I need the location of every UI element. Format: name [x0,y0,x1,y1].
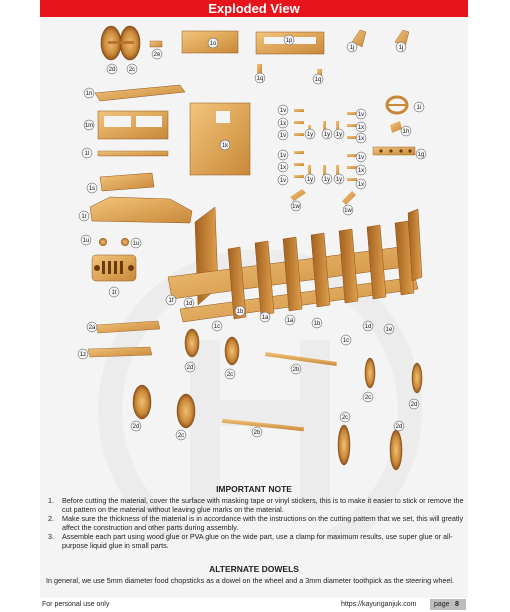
svg-text:2b: 2b [253,430,261,436]
part-1m-frame [98,111,168,139]
part-2c-wheel [338,425,350,465]
svg-text:1c: 1c [213,324,221,330]
svg-text:2d: 2d [186,365,194,371]
svg-text:2d: 2d [132,424,140,430]
svg-text:1a: 1a [286,318,294,324]
svg-text:1e: 1e [385,327,393,333]
svg-text:1x: 1x [279,165,287,171]
svg-text:1x: 1x [357,136,365,142]
svg-text:2c: 2c [341,415,349,421]
exploded-view-diagram [40,17,468,477]
part-2e [150,41,162,47]
note-item: 3. Assemble each part using wood glue or PVA glue on the wide part, use a clamp for maximum results, use super glue or all-purpose liquid glue in small parts. [48,532,453,550]
note-item: 2. Make sure the thickness of the material is in accordance with the instructions on the cutting pattern that we set, this will greatly affect the construction and other parts during assembly. [48,514,464,532]
part-1l-bar [98,151,168,156]
svg-text:1y: 1y [306,177,314,183]
part-2d-wheel [412,363,422,393]
part-2c-wheel [177,394,195,428]
page-number-badge [430,599,466,610]
svg-text:1q: 1q [256,76,264,82]
part-2a [96,321,160,333]
part-1k-panel [190,103,250,175]
page-number: 8 [455,601,459,608]
page-title: Exploded View [40,0,468,17]
svg-text:1p: 1p [285,38,293,44]
svg-text:1y: 1y [306,132,314,138]
svg-text:1d: 1d [185,301,193,307]
footer-license: For personal use only [42,601,110,608]
svg-text:1y: 1y [323,132,331,138]
svg-text:1t: 1t [111,290,117,296]
part-2c-wheel [225,337,239,365]
part-1i-steering-wheel [387,97,407,113]
alternate-dowels-text: In general, we use 5mm diameter food chopsticks as a dowel on the wheel and a 3mm diameter toothpick as the steering wheel. [46,576,454,585]
svg-text:1v: 1v [357,112,365,118]
svg-text:1r: 1r [81,214,87,220]
svg-text:1w: 1w [344,208,352,214]
part-1n-board [95,85,185,101]
part-1g-bar [373,147,415,155]
part-1t-grille [92,255,136,281]
svg-text:2d: 2d [395,424,403,430]
part-1u-light [99,238,107,246]
part-2b-axle [222,419,304,432]
svg-text:2c: 2c [364,395,372,401]
part-2c-wheel [365,358,375,388]
alternate-dowels-title: ALTERNATE DOWELS [209,564,299,574]
svg-text:1x: 1x [357,182,365,188]
footer-url-link[interactable]: https://kayunganjuk.com [341,601,417,608]
svg-text:1u: 1u [132,241,140,247]
note-item: 1. Before cutting the material, cover the surface with masking tape or vinyl stickers, this is to make it easier to stick or remove the cut pattern on the material without leaving glue marks on the material. [48,496,464,514]
svg-text:1b: 1b [313,321,321,327]
svg-text:2b: 2b [292,367,300,373]
part-2d-wheel [185,329,199,357]
part-1u-light [121,238,129,246]
svg-text:2c: 2c [177,433,185,439]
svg-text:1v: 1v [279,108,287,114]
svg-text:1k: 1k [221,143,229,149]
part-2d-wheel [133,385,151,419]
svg-text:1d: 1d [364,324,372,330]
svg-text:1n: 1n [85,91,93,97]
svg-text:1u: 1u [82,238,90,244]
svg-text:1y: 1y [335,132,343,138]
svg-text:2e: 2e [153,52,161,58]
svg-text:1x: 1x [279,121,287,127]
page-label: page [434,601,450,608]
part-2d-wheel [101,26,140,60]
svg-text:1m: 1m [84,123,94,129]
part-1r-hood [90,197,192,223]
important-note-list [48,496,466,550]
svg-text:2c: 2c [226,372,234,378]
svg-text:1y: 1y [335,177,343,183]
part-2b-axle [265,352,337,366]
svg-text:2c: 2c [128,67,136,73]
part-2d-wheel [390,430,402,470]
svg-text:1w: 1w [292,204,300,210]
svg-text:1v: 1v [279,178,287,184]
svg-text:1v: 1v [279,153,287,159]
svg-text:1l: 1l [84,151,90,157]
svg-text:1s: 1s [88,186,96,192]
part-1s [100,173,154,191]
svg-text:1f: 1f [168,298,174,304]
important-note-title: IMPORTANT NOTE [216,484,292,494]
svg-text:1h: 1h [402,129,410,135]
part-1z [88,347,152,357]
svg-text:1g: 1g [417,152,425,158]
svg-text:2a: 2a [88,325,96,331]
svg-text:1v: 1v [357,155,365,161]
svg-text:1y: 1y [323,177,331,183]
svg-text:1q: 1q [314,77,322,83]
svg-text:1i: 1i [416,105,422,111]
chassis-assembly [168,207,422,322]
small-parts-group [290,109,357,205]
svg-text:1o: 1o [209,41,217,47]
svg-text:1j: 1j [349,45,355,51]
svg-text:1j: 1j [398,45,404,51]
svg-text:1x: 1x [357,168,365,174]
svg-text:2d: 2d [108,67,116,73]
svg-text:1b: 1b [236,309,244,315]
svg-text:2d: 2d [410,402,418,408]
part-1h [390,121,402,133]
svg-text:1a: 1a [261,315,269,321]
part-1q-peg [257,64,262,73]
svg-text:1v: 1v [279,133,287,139]
svg-text:1x: 1x [357,125,365,131]
svg-text:1c: 1c [342,338,350,344]
svg-text:1z: 1z [79,352,87,358]
